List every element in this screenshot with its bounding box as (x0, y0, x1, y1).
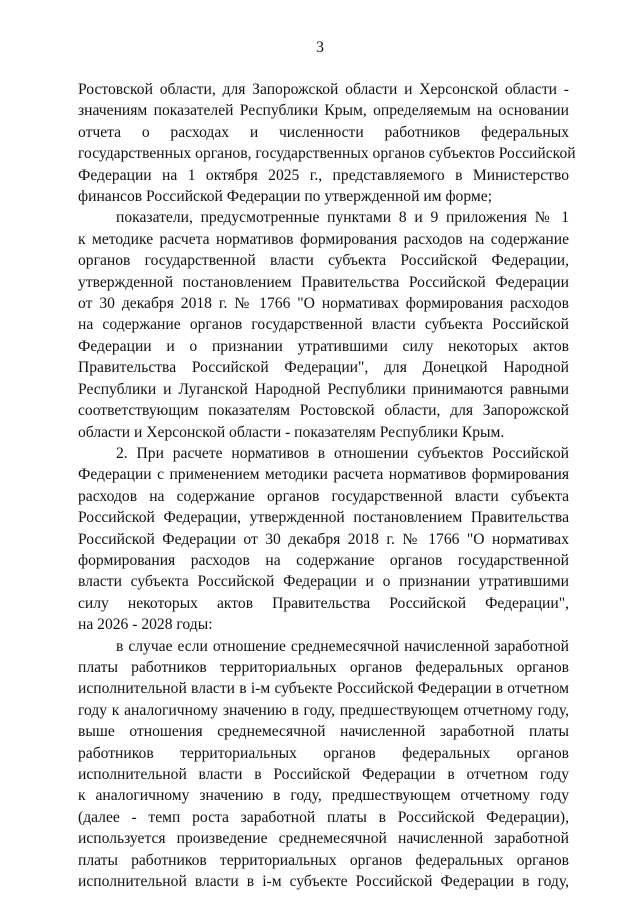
page-number: 3 (316, 39, 324, 56)
text-line: к аналогичному значению в году, предшествующем отчетному году (78, 787, 569, 805)
text-line: отчета о расходах и численности работников федеральных (78, 123, 569, 141)
text-line: исполнительной власти в Российской Федерации в отчетном году (78, 766, 569, 783)
text-line: Республики и Луганской Народной Республики принимаются равными (78, 380, 569, 398)
text-line: от 30 декабря 2018 г. № 1766 "О нормативах формирования расходов (78, 295, 569, 313)
paragraph-wage-condition (78, 636, 569, 893)
text-line: финансов Российской Федерации по утвержденной им форме; (78, 188, 493, 206)
text-line: формирования расходов на содержание органов государственной (78, 551, 569, 569)
paragraph-continuation (78, 79, 576, 207)
text-line: Правительства Российской Федерации", для Донецкой Народной (78, 359, 569, 377)
text-line: власти субъекта Российской Федерации и о признании утратившими (78, 573, 569, 591)
text-line: расходов на содержание органов государственной власти субъекта (78, 487, 569, 505)
paragraph-item-2 (78, 443, 569, 636)
text-line: 2. При расчете нормативов в отношении субъектов Российской (116, 444, 569, 462)
document-body (78, 79, 576, 892)
text-line: Федерации на 1 октября 2025 г., представляемого в Министерство (78, 166, 569, 184)
text-line: Ростовской области, для Запорожской области и Херсонской области - (78, 81, 569, 98)
text-line: исполнительной власти в i-м субъекте Российской Федерации в отчетном (78, 680, 569, 698)
text-line: (далее - темп роста заработной платы в Российской Федерации), (78, 808, 569, 826)
text-line: значениям показателей Республики Крым, определяемым на основании (78, 102, 569, 120)
text-line: платы работников территориальных органов федеральных органов (78, 658, 569, 676)
text-line: используется произведение среднемесячной начисленной заработной (78, 830, 569, 848)
text-line: году к аналогичному значению в году, предшествующем отчетному году, (78, 701, 569, 719)
text-line: утвержденной постановлением Правительства Российской Федерации (78, 273, 569, 291)
text-line: Федерации и о признании утратившими силу некоторых актов (78, 337, 569, 355)
text-line: в случае если отношение среднемесячной начисленной заработной (116, 637, 569, 655)
paragraph-indicators (78, 207, 569, 442)
text-line: силу некоторых актов Правительства Российской Федерации", (78, 594, 569, 612)
text-line: Российской Федерации, утвержденной постановлением Правительства (78, 509, 569, 527)
text-line: платы работников территориальных органов федеральных органов (78, 851, 569, 869)
text-line: на содержание органов государственной власти субъекта Российской (78, 316, 569, 334)
text-line: показатели, предусмотренные пунктами 8 и 9 приложения № 1 (116, 209, 569, 227)
text-line: Федерации с применением методики расчета нормативов формирования (78, 466, 569, 484)
text-line: работников территориальных органов федеральных органов (78, 744, 569, 762)
text-line: выше отношения среднемесячной начисленной заработной платы (78, 723, 569, 741)
text-line: области и Херсонской области - показателям Республики Крым. (78, 423, 505, 441)
text-line: органов государственной власти субъекта Российской Федерации, (78, 252, 569, 270)
text-line: Российской Федерации от 30 декабря 2018 г. № 1766 "О нормативах (78, 530, 569, 548)
text-line: на 2026 - 2028 годы: (78, 616, 213, 634)
text-line: исполнительной власти в i-м субъекте Российской Федерации в году, (78, 873, 569, 891)
text-line: соответствующим показателям Ростовской области, для Запорожской (78, 402, 569, 420)
text-line: государственных органов, государственных органов субъектов Российской (78, 145, 576, 163)
text-line: к методике расчета нормативов формирования расходов на содержание (78, 230, 569, 248)
